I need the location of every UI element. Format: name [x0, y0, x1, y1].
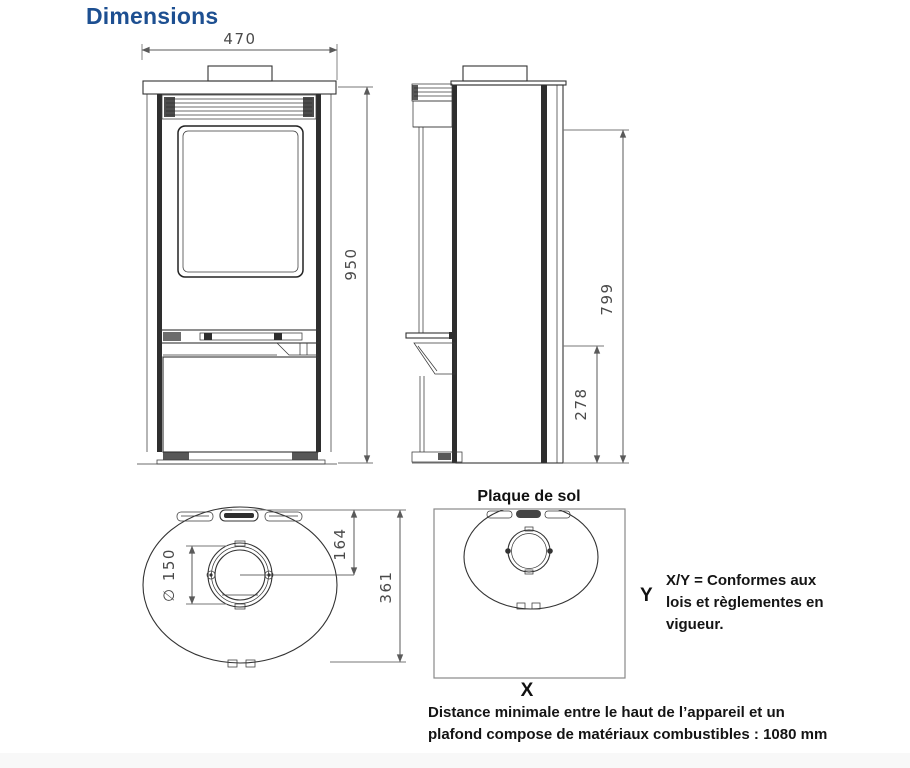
top-view: [143, 507, 406, 667]
side-view: [406, 66, 629, 463]
ceiling-note-line: plafond compose de matériaux combustibles : 1080 mm: [428, 726, 828, 743]
dim-flue-center-offset-label: 164: [331, 527, 349, 561]
dim-flue-diameter: [160, 546, 227, 604]
front-lower-door: [163, 357, 318, 452]
floor-plate-outline: [434, 509, 625, 678]
side-door-profile: [413, 127, 452, 333]
xy-note-line: X/Y = Conformes aux: [666, 572, 817, 589]
front-base: [137, 452, 337, 464]
floor-plate-y-label: Y: [640, 585, 653, 606]
dim-flue-center-offset: [331, 510, 354, 575]
xy-note-line: vigueur.: [666, 616, 724, 633]
floor-plate-title: Plaque de sol: [477, 488, 581, 505]
ceiling-distance-note: [428, 702, 848, 746]
floor-plate-stove-footprint: [464, 505, 598, 609]
floor-plate-x-label: X: [520, 680, 534, 701]
front-control-band: [161, 330, 319, 355]
dim-side-lower-height: [563, 346, 604, 463]
footer-band: [0, 753, 910, 768]
front-air-vents: [162, 95, 316, 119]
side-intake-box: [413, 101, 452, 127]
xy-conformity-note: [666, 570, 856, 636]
dim-depth-label: 361: [377, 570, 395, 604]
dim-front-width: [142, 30, 337, 80]
dim-front-width-label: 470: [223, 30, 257, 48]
dim-flue-diameter-label: ∅ 150: [160, 548, 178, 602]
dim-side-lower-height-label: 278: [572, 387, 590, 421]
front-flue-collar: [208, 66, 272, 81]
side-lower-panel: [420, 376, 424, 452]
front-left-wall: [157, 94, 162, 452]
side-top-plate: [451, 81, 566, 85]
xy-note-line: lois et règlementes en: [666, 594, 824, 611]
ceiling-note-line: Distance minimale entre le haut de l’appareil et un: [428, 704, 785, 721]
dim-depth: [377, 510, 400, 662]
side-base: [412, 452, 563, 463]
side-ash-lip: [414, 343, 455, 374]
front-door-window: [178, 126, 303, 277]
side-flue-collar: [463, 66, 527, 81]
floor-plate: [434, 488, 653, 701]
page-title: Dimensions: [86, 3, 219, 29]
side-handle: [406, 332, 455, 339]
dim-front-height: [338, 87, 373, 463]
dim-front-height-label: 950: [342, 247, 360, 281]
dim-side-rear-height-label: 799: [598, 282, 616, 316]
front-top-plate: [143, 81, 336, 94]
front-view: [137, 30, 373, 464]
side-air-vents: [412, 84, 452, 101]
